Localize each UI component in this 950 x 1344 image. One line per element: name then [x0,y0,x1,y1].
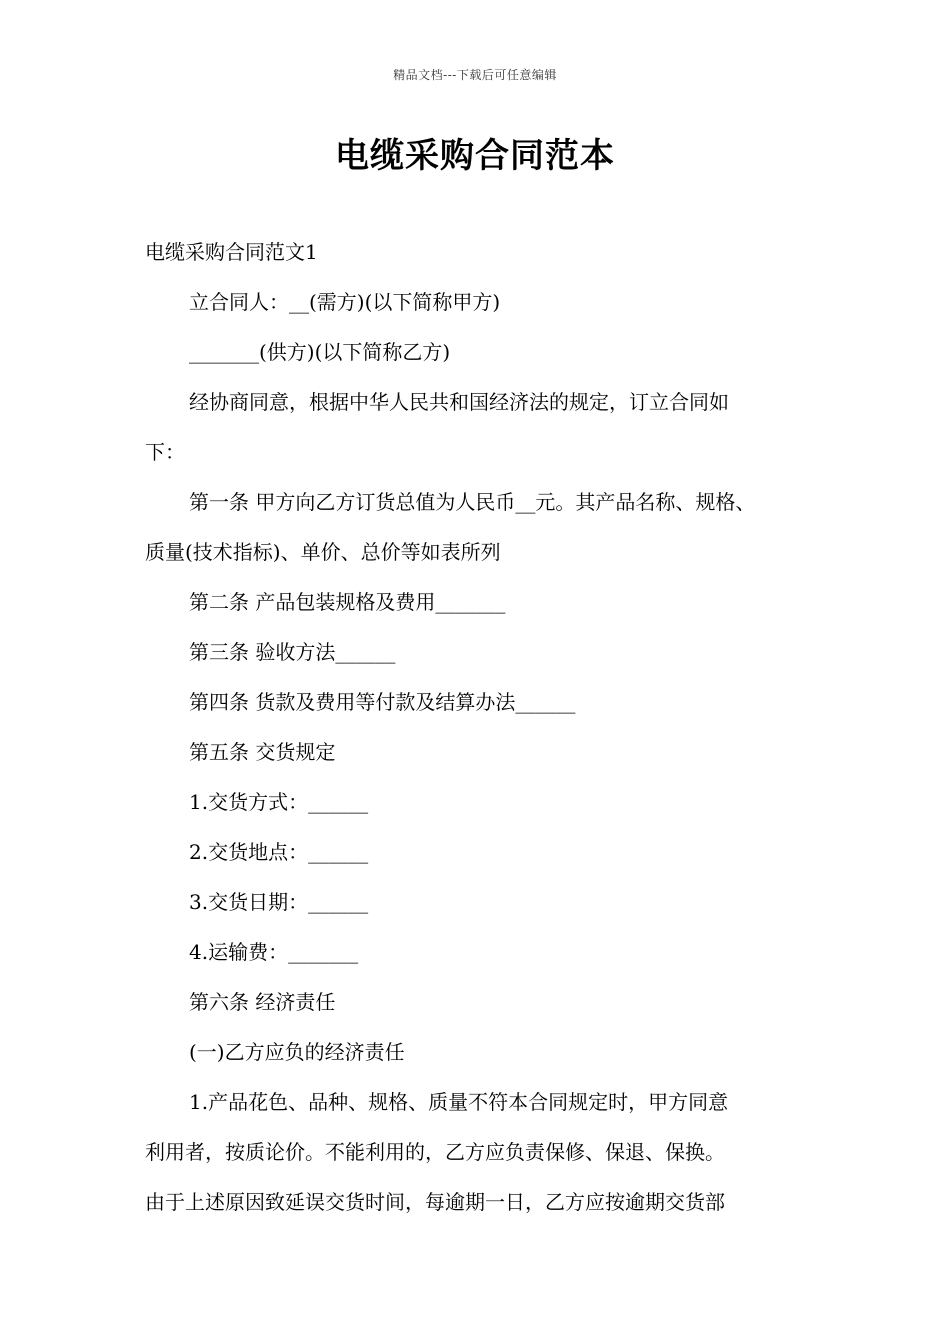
text-line: 第六条 经济责任 [189,990,336,1014]
text-line: 第三条 验收方法______ [189,640,396,664]
text-line: 电缆采购合同范文1 [145,240,318,264]
document-title: 电缆采购合同范本 [335,136,615,176]
text-line: 利用者，按质论价。不能利用的，乙方应负责保修、保退、保换。 [145,1140,725,1164]
text-line: 1.交货方式：______ [189,790,369,814]
text-line: 立合同人：__(需方)(以下简称甲方) [189,290,501,314]
text-line: 第一条 甲方向乙方订货总值为人民币__元。其产品名称、规格、 [189,490,756,514]
text-line: 1.产品花色、品种、规格、质量不符本合同规定时，甲方同意 [189,1090,729,1114]
text-line: (一)乙方应负的经济责任 [189,1040,405,1064]
document-body [145,227,825,1227]
text-line: 2.交货地点：______ [189,840,369,864]
text-line: 4.运输费：_______ [189,940,359,964]
text-line: _______(供方)(以下简称乙方) [189,340,451,364]
text-line: 第五条 交货规定 [189,740,336,764]
text-line: 经协商同意，根据中华人民共和国经济法的规定，订立合同如 [189,390,729,414]
text-line: 由于上述原因致延误交货时间，每逾期一日，乙方应按逾期交货部 [145,1190,725,1214]
text-line: 下： [145,440,185,464]
text-line: 第二条 产品包装规格及费用_______ [189,590,506,614]
header-note: 精品文档---下载后可任意编辑 [393,68,557,82]
text-line: 质量(技术指标)、单价、总价等如表所列 [145,540,501,564]
text-line: 第四条 货款及费用等付款及结算办法______ [189,690,576,714]
text-line: 3.交货日期：______ [189,890,369,914]
